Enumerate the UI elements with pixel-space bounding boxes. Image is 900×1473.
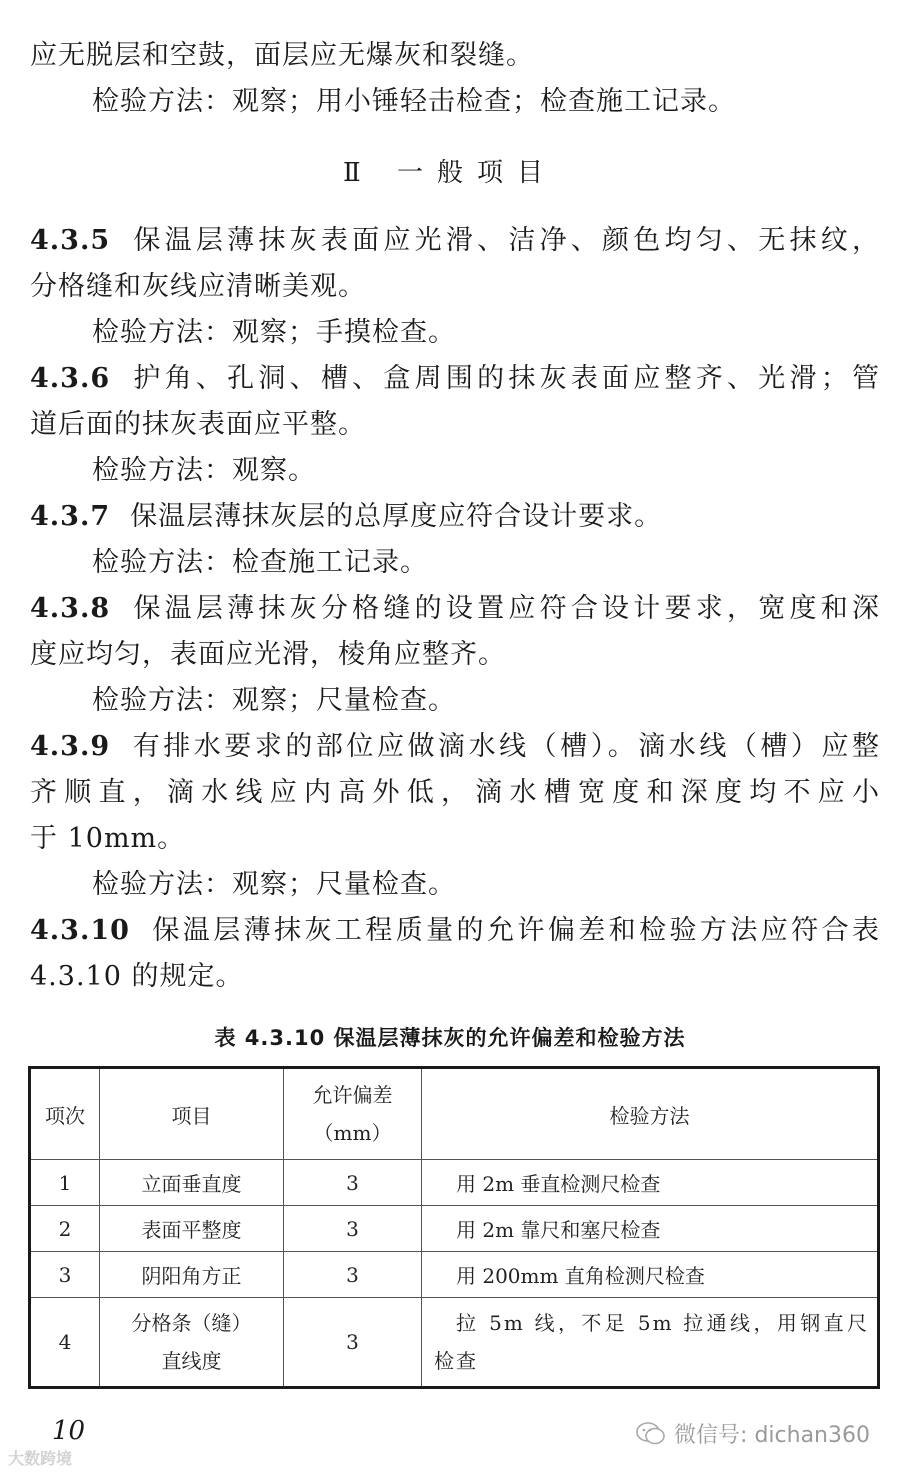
clause-4-3-6 [30,356,880,402]
cell-no: 4 [30,1298,100,1388]
cell-tolerance: 3 [284,1252,422,1298]
cell-method: 用 2m 靠尺和塞尺检查 [422,1206,879,1252]
clause-4-3-7 [30,494,880,540]
clause-text: 保温层薄抹灰表面应光滑、洁净、颜色均匀、无抹纹， [130,225,880,256]
cell-tolerance: 3 [284,1298,422,1388]
text-line: 齐顺直，滴水线应内高外低，滴水槽宽度和深度均不应小 [30,777,880,808]
cell-method: 用 200mm 直角检测尺检查 [422,1252,879,1298]
clause-4-3-10 [30,908,880,954]
clause-text: 保温层薄抹灰分格缝的设置应符合设计要求，宽度和深 [130,593,880,624]
wechat-id: 微信号: dichan360 [674,1423,870,1448]
text-line: 应无脱层和空鼓，面层应无爆灰和裂缝。 [30,40,534,71]
cell-item: 阴阳角方正 [100,1252,284,1298]
text-line: 4.3.10 的规定。 [30,961,244,992]
table-row [30,1160,879,1206]
wechat-watermark [636,1418,870,1449]
clause-number: 4.3.7 [30,501,111,532]
inspection-method: 检验方法：观察；手摸检查。 [92,317,456,348]
clause-number: 4.3.6 [30,363,111,394]
cell-method: 用 2m 垂直检测尺检查 [422,1160,879,1206]
cell-item-line: 分格条（缝） [131,1311,252,1335]
cell-item-line: 直线度 [161,1349,222,1373]
section-title: Ⅱ 一般项目 [343,158,557,188]
clause-number: 4.3.5 [30,225,111,256]
watermark-left: 大数跨境 [8,1449,73,1468]
text-line: 道后面的抹灰表面应平整。 [30,409,366,440]
cell-method [422,1298,879,1388]
inspection-method: 检验方法：观察；尺量检查。 [92,869,456,900]
table-caption: 表 4.3.10 保温层薄抹灰的允许偏差和检验方法 [214,1026,686,1050]
wechat-icon [636,1421,666,1447]
page-number: 10 [52,1416,86,1446]
text-line: 分格缝和灰线应清晰美观。 [30,271,366,302]
cell-method-line: 检查 [434,1349,478,1373]
clause-number: 4.3.8 [30,593,111,624]
cell-item: 表面平整度 [100,1206,284,1252]
inspection-method: 检验方法：观察；尺量检查。 [92,685,456,716]
inspection-method: 检验方法：观察。 [92,455,316,486]
text-line: 度应均匀，表面应光滑，棱角应整齐。 [30,639,506,670]
cell-item [100,1298,284,1388]
clause-text: 保温层薄抹灰层的总厚度应符合设计要求。 [130,501,663,532]
tolerance-table [28,1066,880,1389]
clause-text: 护角、孔洞、槽、盒周围的抹灰表面应整齐、光滑；管 [130,363,880,394]
clause-text: 有排水要求的部位应做滴水线（槽）。滴水线（槽）应整 [130,731,880,762]
table-row [30,1298,879,1388]
clause-4-3-8 [30,586,880,632]
header-method: 检验方法 [422,1068,879,1160]
clause-number: 4.3.10 [30,915,130,946]
header-no: 项次 [30,1068,100,1160]
cell-tolerance: 3 [284,1160,422,1206]
text-line: 于 10mm。 [30,823,186,854]
cell-method-line: 拉 5m 线，不足 5m 拉通线，用钢直尺 [456,1311,869,1335]
clause-4-3-9 [30,724,880,770]
cell-no: 3 [30,1252,100,1298]
inspection-method: 检验方法：检查施工记录。 [92,547,428,578]
cell-item: 立面垂直度 [100,1160,284,1206]
header-item: 项目 [100,1068,284,1160]
cell-no: 1 [30,1160,100,1206]
table-row [30,1206,879,1252]
clause-text: 保温层薄抹灰工程质量的允许偏差和检验方法应符合表 [149,915,880,946]
cell-no: 2 [30,1206,100,1252]
inspection-method: 检验方法：观察；用小锤轻击检查；检查施工记录。 [92,86,736,117]
header-tolerance-unit: （mm） [313,1121,392,1145]
table-row [30,1252,879,1298]
header-tolerance-label: 允许偏差 [312,1083,393,1107]
cell-tolerance: 3 [284,1206,422,1252]
clause-number: 4.3.9 [30,731,111,762]
table-header-row [30,1068,879,1160]
header-tolerance [284,1068,422,1160]
clause-4-3-5 [30,218,880,264]
